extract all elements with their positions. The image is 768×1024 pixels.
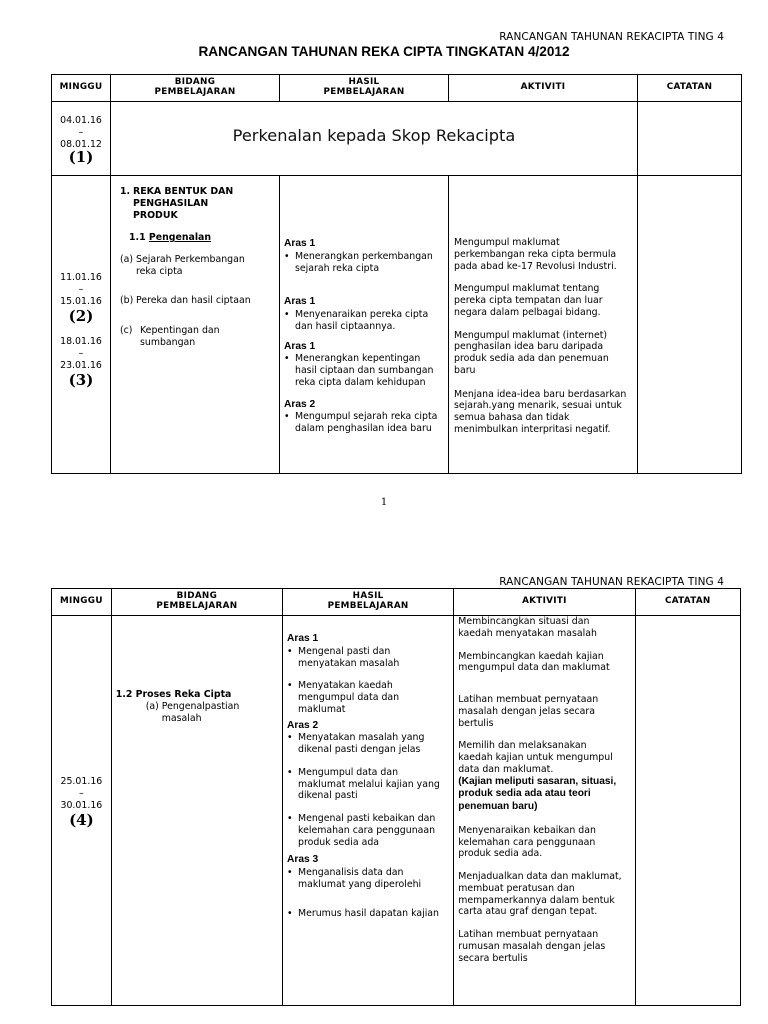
- subtopic-title: Proses Reka Cipta: [135, 689, 232, 700]
- date-dash: –: [78, 283, 84, 295]
- subtopic-number: 1.1: [129, 232, 146, 244]
- item-label: (a): [120, 254, 134, 265]
- item-text: Kepentingan dan sumbangan: [140, 325, 220, 348]
- activity-text: Menjadualkan data dan maklumat, membuat peratusan dan mempamerkannya dalam bentuk carta atau graf dengan tepat.: [458, 871, 622, 918]
- activity-text: Membincangkan kaedah kajian mengumpul data dan maklumat: [458, 650, 610, 674]
- catatan-cell: [638, 176, 742, 474]
- list-item: [116, 701, 274, 725]
- plan-table-page2: [51, 588, 741, 1006]
- subtopic-number: 1.2: [115, 689, 133, 700]
- subtopic-title: Pengenalan: [148, 232, 212, 244]
- hasil-cell: [280, 176, 449, 474]
- aktiviti-cell: [449, 176, 638, 474]
- week-number: (3): [68, 371, 94, 390]
- aras-label: Aras 2: [287, 719, 319, 731]
- date-dash: –: [78, 126, 84, 138]
- activity-text: Mengumpul maklumat (internet) penghasilan idea baru daripada produk sedia ada dan penemuan baru: [454, 329, 609, 376]
- date-to: 23.01.16: [60, 359, 102, 371]
- aras-label: Aras 1: [284, 296, 316, 308]
- activity-text: Latihan membuat pernyataan masalah dengan jelas secara bertulis: [458, 694, 599, 729]
- list-item: [120, 325, 271, 349]
- date-dash: –: [79, 787, 84, 799]
- activity-text: Memilih dan melaksanakan kaedah kajian untuk mengumpul data dan maklumat.: [458, 740, 613, 775]
- week-2: [52, 176, 110, 326]
- week-number: (2): [68, 307, 94, 326]
- activity-text: Menyenaraikan kebaikan dan kelemahan cara penggunaan produk sedia ada.: [458, 824, 596, 860]
- table-header-row: [52, 75, 742, 102]
- week-3: [52, 326, 110, 390]
- week-cell: [52, 102, 111, 176]
- date-to: 30.01.16: [60, 799, 103, 811]
- activity-text: Menjana idea-idea baru berdasarkan sejarah.yang menarik, sesuai untuk semua bahasa dan tidak menimbulkan interpritasi negatif.: [454, 388, 627, 435]
- col-header-aktiviti: AKTIVITI: [449, 75, 638, 102]
- outcome-item: • Mengenal pasti dan menyatakan masalah: [287, 646, 410, 670]
- col-header-catatan: CATATAN: [638, 75, 742, 102]
- date-from: 04.01.16: [60, 115, 102, 126]
- week-number: (1): [68, 148, 94, 167]
- col-header-aktiviti: AKTIVITI: [454, 589, 635, 616]
- col-header-catatan: CATATAN: [635, 589, 740, 616]
- outcome-item: • Menyenaraikan pereka cipta dan hasil ciptaannya.: [284, 309, 444, 333]
- col-header-bidang: BIDANG PEMBELAJARAN: [111, 75, 280, 102]
- intro-cell: [111, 102, 638, 176]
- item-text: Sejarah Perkembangan reka cipta: [136, 254, 245, 277]
- plan-table-page1: [51, 74, 742, 474]
- aras-label: Aras 2: [284, 398, 316, 410]
- activity-text: Mengumpul maklumat tentang pereka cipta tempatan dan luar negara dalam pelbagai bidang.: [454, 283, 603, 318]
- date-to: 08.01.12: [60, 138, 102, 150]
- activity-text: Mengumpul maklumat perkembangan reka cipta bermula pada abad ke-17 Revolusi Industri.: [454, 237, 617, 272]
- col-header-hasil: HASIL PEMBELAJARAN: [280, 75, 449, 102]
- catatan-cell: [638, 102, 742, 176]
- week-cell: [52, 176, 111, 474]
- outcome-item: • Mengumpul data dan maklumat melalui kajian yang dikenal pasti: [287, 767, 448, 802]
- col-header-hasil: HASIL PEMBELAJARAN: [283, 589, 454, 616]
- item-text: Pereka dan hasil ciptaan: [136, 294, 251, 306]
- running-header: RANCANGAN TAHUNAN REKACIPTA TING 4: [499, 31, 724, 43]
- col-header-minggu: MINGGU: [52, 75, 111, 102]
- date-dash: –: [78, 347, 84, 359]
- running-header: RANCANGAN TAHUNAN REKACIPTA TING 4: [499, 576, 724, 588]
- item-label: (b): [120, 294, 134, 306]
- outcome-item: • Menyatakan kaedah mengumpul data dan maklumat: [287, 680, 448, 715]
- item-label: (a): [145, 700, 159, 712]
- aras-label: Aras 1: [284, 340, 316, 352]
- week-number: (4): [69, 811, 94, 830]
- page-number: 1: [380, 497, 388, 508]
- table-row: [52, 102, 742, 176]
- item-label: (c): [120, 325, 133, 337]
- topic-number: 1.: [120, 186, 131, 197]
- outcome-item: • Mengenal pasti kebaikan dan kelemahan cara penggunaan produk sedia ada: [287, 813, 454, 848]
- outcome-item: • Menerangkan kepentingan hasil ciptaan dan sumbangan reka cipta dalam kehidupan: [284, 353, 445, 388]
- outcome-item: • Mengumpul sejarah reka cipta dalam penghasilan idea baru: [284, 411, 445, 435]
- date-from: 18.01.16: [60, 336, 102, 347]
- activity-text: Latihan membuat pernyataan rumusan masalah dengan jelas secara bertulis: [458, 929, 606, 964]
- table-row: [52, 176, 742, 474]
- aras-label: Aras 3: [287, 854, 319, 866]
- intro-text: Perkenalan kepada Skop Rekacipta: [232, 126, 516, 146]
- aras-label: Aras 1: [287, 633, 319, 644]
- catatan-cell: [635, 616, 740, 1006]
- outcome-item: • Merumus hasil dapatan kajian: [287, 908, 449, 920]
- outcome-item: • Menerangkan perkembangan sejarah reka cipta: [284, 251, 444, 275]
- topic-heading: REKA BENTUK DAN PENGHASILAN PRODUK: [133, 186, 234, 221]
- week-cell: [52, 616, 112, 1006]
- bidang-cell: [111, 176, 280, 474]
- activity-text: Membincangkan situasi dan kaedah menyatakan masalah: [458, 616, 597, 639]
- item-text: Pengenalpastian masalah: [161, 700, 240, 724]
- activity-note: (Kajian meliputi sasaran, situasi, produk sedia ada atau teori penemuan baru): [458, 775, 617, 812]
- col-header-bidang: BIDANG PEMBELAJARAN: [111, 589, 282, 616]
- hasil-cell: [283, 616, 454, 1006]
- table-row: [52, 616, 741, 1006]
- date-from: 11.01.16: [60, 272, 102, 283]
- bidang-cell: [111, 616, 282, 1006]
- date-from: 25.01.16: [60, 776, 103, 787]
- page-title: RANCANGAN TAHUNAN REKA CIPTA TINGKATAN 4/2012: [198, 44, 570, 59]
- date-to: 15.01.16: [60, 295, 102, 307]
- outcome-item: • Menganalisis data dan maklumat yang diperolehi: [287, 867, 426, 891]
- aktiviti-cell: [454, 616, 635, 1006]
- table-header-row: [52, 589, 741, 616]
- outcome-item: • Menyatakan masalah yang dikenal pasti dengan jelas: [287, 732, 448, 756]
- aras-label: Aras 1: [284, 238, 316, 249]
- col-header-minggu: MINGGU: [52, 589, 112, 616]
- list-item: [120, 254, 271, 278]
- list-item: [120, 295, 271, 307]
